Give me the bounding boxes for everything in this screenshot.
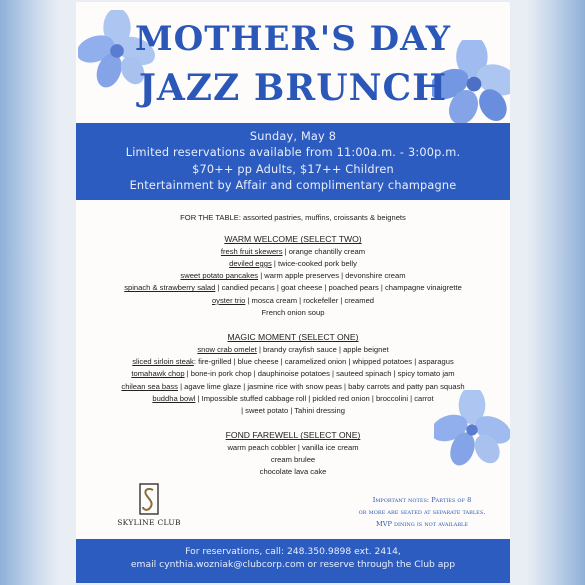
logo-name: SKYLINE CLUB [117, 518, 181, 527]
menu [76, 212, 510, 479]
menu-item-name: deviled eggs [229, 258, 272, 268]
menu-item-name: sliced sirloin steak [132, 356, 194, 366]
menu-item-desc: | Impossible stuffed cabbage roll | pickled red onion | broccolini | carrot [195, 393, 434, 403]
menu-item [76, 454, 510, 466]
skyline-logo-icon [138, 482, 160, 516]
menu-item [76, 393, 510, 405]
flyer [76, 2, 510, 583]
menu-item-name: chilean sea bass [121, 381, 178, 391]
menu-item-desc: warm peach cobbler | vanilla ice cream [227, 442, 359, 452]
menu-item [76, 246, 510, 258]
for-the-table: FOR THE TABLE: assorted pastries, muffins, croissants & beignets [180, 213, 406, 222]
menu-item [76, 344, 510, 356]
menu-item [76, 270, 510, 282]
event-pricing: $70++ pp Adults, $17++ Children [192, 162, 394, 176]
section-title-fond-farewell: FOND FAREWELL (SELECT ONE) [225, 430, 361, 441]
menu-item [76, 295, 510, 307]
menu-item [76, 356, 510, 368]
menu-item-desc: | candied pecans | goat cheese | poached pears | champagne vinaigrette [215, 283, 462, 293]
event-hours: Limited reservations available from 11:00a.m. - 3:00p.m. [125, 146, 461, 160]
menu-item-desc: | bone-in pork chop | dauphinoise potatoes | sauteed spinach | spicy tomato jam [184, 369, 455, 379]
menu-item-desc: | warm apple preserves | devonshire cream [258, 271, 406, 281]
notes-line-1: Important notes: Parties of 8 [372, 496, 472, 504]
event-entertainment: Entertainment by Affair and complimentary champagne [129, 179, 457, 193]
event-info-band [76, 123, 510, 200]
menu-item-name: snow crab omelet [197, 344, 257, 354]
skyline-club-logo [114, 482, 184, 527]
menu-item-name: spinach & strawberry salad [124, 283, 216, 293]
section-title-magic-moment: MAGIC MOMENT (SELECT ONE) [227, 332, 359, 343]
menu-item-desc: French onion soup [261, 308, 325, 318]
menu-item-name: tomahawk chop [131, 369, 185, 379]
title-line-2: JAZZ BRUNCH [138, 67, 448, 109]
menu-item-name: oyster trio [211, 295, 246, 305]
menu-item [76, 307, 510, 319]
menu-item-desc: : fire-grilled | blue cheese | caramelized onion | whipped potatoes | asparagus [193, 356, 454, 366]
footer-line-1: For reservations, call: 248.350.9898 ext. 2414, [185, 546, 401, 557]
menu-item [76, 381, 510, 393]
menu-item-name: sweet potato pancakes [180, 271, 259, 281]
menu-item-desc: cream brulee [270, 455, 316, 465]
footer-line-2: email cynthia.wozniak@clubcorp.com or reserve through the Club app [130, 559, 456, 570]
menu-item [76, 442, 510, 454]
title-line-1: MOTHER'S DAY [134, 19, 452, 59]
menu-item [76, 405, 510, 417]
menu-item-desc: | mosca cream | rockefeller | creamed [245, 295, 375, 305]
menu-item-desc: | orange chantilly cream [282, 246, 366, 256]
notes-line-3: MVP dining is not available [375, 520, 469, 528]
event-date: Sunday, May 8 [249, 130, 337, 143]
menu-item [76, 466, 510, 478]
menu-item-name: buddha bowl [152, 393, 196, 403]
menu-item [76, 282, 510, 294]
menu-item-desc: | twice-cooked pork belly [271, 258, 357, 268]
section-title-warm-welcome: WARM WELCOME (SELECT TWO) [224, 234, 362, 245]
menu-item [76, 258, 510, 270]
menu-item-desc: chocolate lava cake [259, 467, 327, 477]
menu-item-desc: | sweet potato | Tahini dressing [241, 406, 345, 416]
menu-item-desc: | agave lime glaze | jasmine rice with snow peas | baby carrots and patty pan squash [177, 381, 465, 391]
notes-line-2: or more are seated at separate tables. [358, 508, 486, 516]
footer-reservations [76, 539, 510, 583]
menu-item [76, 368, 510, 380]
menu-item-name: fresh fruit skewers [220, 246, 283, 256]
important-notes [348, 494, 496, 530]
menu-item-desc: | brandy crayfish sauce | apple beignet [256, 344, 389, 354]
